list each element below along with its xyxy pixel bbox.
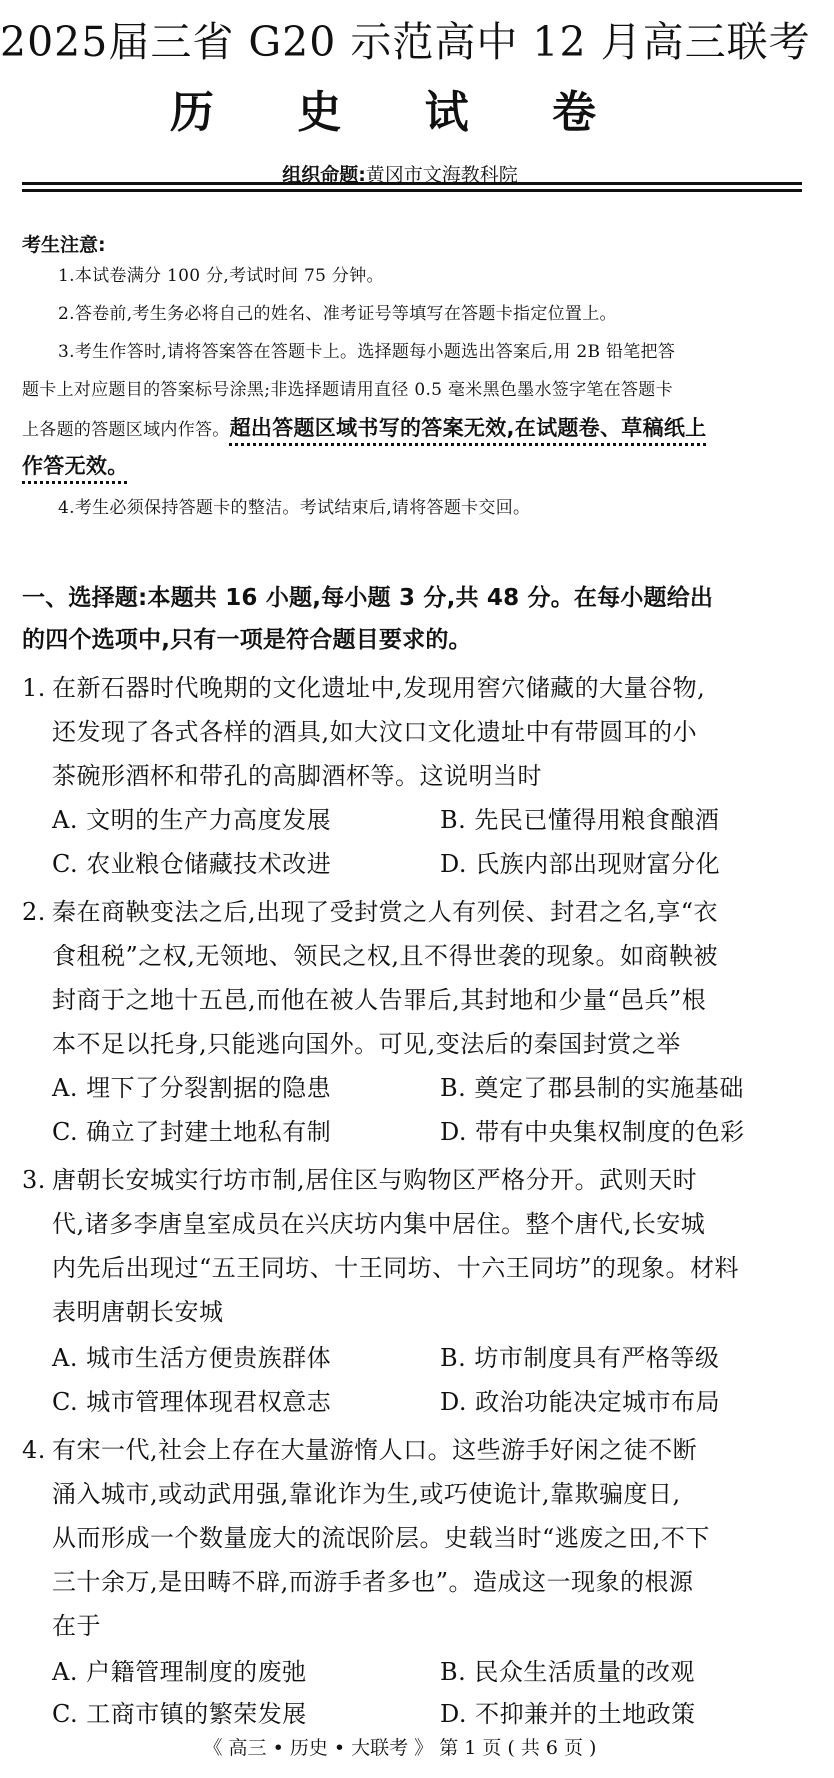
question-text-line: 有宋一代,社会上存在大量游惰人口。这些游手好闲之徒不断: [52, 1436, 698, 1464]
question-text-line: 在新石器时代晚期的文化遗址中,发现用窖穴储藏的大量谷物,: [52, 674, 706, 702]
question-text-line: 代,诸多李唐皇室成员在兴庆坊内集中居住。整个唐代,长安城: [52, 1210, 706, 1238]
option-c: C. 工商市镇的繁荣发展: [52, 1700, 307, 1728]
option-a: A. 户籍管理制度的废弛: [52, 1658, 307, 1686]
option-c: C. 城市管理体现君权意志: [52, 1388, 332, 1416]
notice-item-3-line-4: [22, 454, 129, 480]
question-text-line: 茶碗形酒杯和带孔的高脚酒杯等。这说明当时: [52, 762, 542, 790]
notice-item-3-line-3: [22, 416, 707, 442]
option-c: C. 确立了封建土地私有制: [52, 1118, 332, 1146]
question-text-line: 封商于之地十五邑,而他在被人告罪后,其封地和少量“邑兵”根: [52, 986, 707, 1014]
option-d: D. 带有中央集权制度的色彩: [440, 1118, 745, 1146]
notice-item-4: 4.考生必须保持答题卡的整洁。考试结束后,请将答题卡交回。: [58, 498, 531, 518]
question-text-line: 表明唐朝长安城: [52, 1298, 224, 1326]
notice-item-1: 1.本试卷满分 100 分,考试时间 75 分钟。: [58, 266, 384, 286]
header-rule-top: [22, 182, 802, 185]
notice-item-2: 2.答卷前,考生务必将自己的姓名、准考证号等填写在答题卡指定位置上。: [58, 304, 617, 324]
page-footer: 《 高三 • 历史 • 大联考 》 第 1 页 ( 共 6 页 ): [203, 1737, 597, 1759]
option-a: A. 文明的生产力高度发展: [52, 806, 332, 834]
question-text-line: 内先后出现过“五王同坊、十王同坊、十六王同坊”的现象。材料: [52, 1254, 740, 1282]
question-text-line: 涌入城市,或动武用强,靠讹诈为生,或巧使诡计,靠欺骗度日,: [52, 1480, 681, 1508]
question-text-line: 三十余万,是田畴不辟,而游手者多也”。造成这一现象的根源: [52, 1568, 694, 1596]
notice-item-3-line-2: 题卡上对应题目的答案标号涂黑;非选择题请用直径 0.5 毫米黑色墨水签字笔在答题卡: [22, 380, 673, 400]
subject-title: 历 史 试 卷: [170, 87, 630, 138]
option-d: D. 政治功能决定城市布局: [440, 1388, 721, 1416]
option-b: B. 坊市制度具有严格等级: [440, 1344, 720, 1372]
option-a: A. 城市生活方便贵族群体: [52, 1344, 332, 1372]
question-text-line: 食租税”之权,无领地、领民之权,且不得世袭的现象。如商鞅被: [52, 942, 719, 970]
question-text-line: 从而形成一个数量庞大的流氓阶层。史载当时“逃废之田,不下: [52, 1524, 710, 1552]
section-heading-line-2: 的四个选项中,只有一项是符合题目要求的。: [22, 627, 472, 653]
question-number: 4.: [22, 1436, 46, 1464]
organizer-label: 组织命题:: [282, 164, 366, 186]
notice-item-3-line-1: 3.考生作答时,请将答案答在答题卡上。选择题每小题选出答案后,用 2B 铅笔把答: [58, 342, 676, 362]
question-number: 2.: [22, 898, 46, 926]
organizer-name: 黄冈市文海教科院: [365, 164, 518, 186]
notice-heading: 考生注意:: [22, 234, 106, 256]
option-d: D. 氏族内部出现财富分化: [440, 850, 721, 878]
option-b: B. 民众生活质量的改观: [440, 1658, 695, 1686]
exam-title: 2025届三省 G20 示范高中 12 月高三联考: [0, 18, 811, 66]
header-rule-bottom: [22, 189, 802, 192]
question-text-line: 唐朝长安城实行坊市制,居住区与购物区严格分开。武则天时: [52, 1166, 698, 1194]
question-number: 3.: [22, 1166, 46, 1194]
section-heading-line-1: 一、选择题:本题共 16 小题,每小题 3 分,共 48 分。在每小题给出: [22, 585, 714, 611]
option-b: B. 先民已懂得用粮食酿酒: [440, 806, 720, 834]
notice-item-3-emphasis: 超出答题区域书写的答案无效,在试题卷、草稿纸上: [229, 416, 707, 440]
option-a: A. 埋下了分裂割据的隐患: [52, 1074, 332, 1102]
option-d: D. 不抑兼并的土地政策: [440, 1700, 696, 1728]
question-text-line: 在于: [52, 1612, 101, 1640]
question-number: 1.: [22, 674, 46, 702]
question-text-line: 秦在商鞅变法之后,出现了受封赏之人有列侯、封君之名,享“衣: [52, 898, 719, 926]
option-c: C. 农业粮仓储藏技术改进: [52, 850, 332, 878]
question-text-line: 还发现了各式各样的酒具,如大汶口文化遗址中有带圆耳的小: [52, 718, 698, 746]
option-b: B. 奠定了郡县制的实施基础: [440, 1074, 744, 1102]
notice-item-3-emphasis-end: 作答无效。: [22, 454, 129, 478]
question-text-line: 本不足以托身,只能逃向国外。可见,变法后的秦国封赏之举: [52, 1030, 681, 1058]
notice-item-3-plain: 上各题的答题区域内作答。: [22, 420, 230, 440]
